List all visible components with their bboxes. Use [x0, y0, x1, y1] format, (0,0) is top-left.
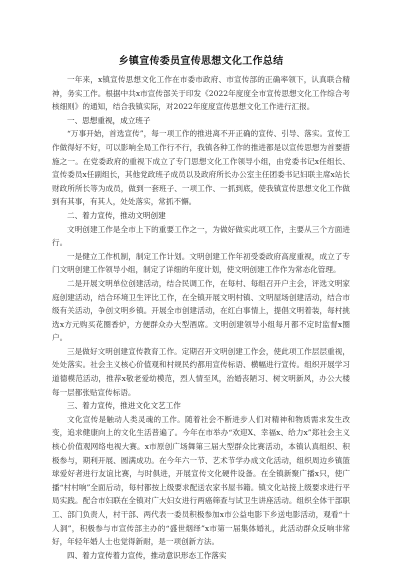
intro-paragraph: 一年来，x镇宣传思想文化工作在市委市政府、市宣传部的正确率领下，认真联合精神，务实工作。根据中共x市宣传部关于印发《2022年度度全市宣传思想文化工作综合考核细则》的通知，结合我镇实际，对2022年度度宣传思想文化工作进行汇报。	[52, 75, 350, 112]
section-heading-2: 二、着力宣传，推动文明创建	[67, 210, 166, 220]
body-paragraph: 一是健立工作机制，制定工作计划。文明创建工作年初受委政府高度重视，成立了专门文明创建工作领导小组，制定了详细的年度计划，使文明创建工作作为常态化管理。	[52, 251, 350, 275]
document-title: 乡镇宣传委员宣传思想文化工作总结	[118, 56, 284, 67]
body-paragraph: 文明创建工作是全市上下的重要工作之一，为做好做实此项工作，主要从三个方面进行。	[52, 224, 350, 248]
body-paragraph: 文化宣传是触动人类灵魂的工作。随着社会不断进步人们对精神和物质需求发生改变，追求健康向上的文化生活普遍了。今年在市举办“欢迎X、幸福x、给力x”郑社会主义核心价值观网络电视大赛。x市原创广场舞第三届大型群众比赛活动，本镇认真组织、积极参与，期利开展、圆满成功。在今年六一节、艺术节学办成文化活动，组织周边乡镇篮球爱好者进行友谊比赛，与时俱进，开展宣传文化硬件设备。在全镇新聚广播x只，使广播“村村响”全面后动，每村都按上级要求配送农家书屋书籍。镇文化站接上级要求进行平局实践。配合市妇联在全镇对广大妇女进行两癌筛查与试卫生讲座活动。组织全体干部职工、部门负责人，村干部、两代表一委员积极参加x市公益电影下乡送电影活动，观看“十人洞”，积极参与市宣传部主办的“盛世烟绎”x市第一届集体婚礼，此活动群众反响非常好，年轻年婚人士也觉得新耐，是一项创新方法。	[52, 414, 350, 547]
body-paragraph: “万事开始，首选宣传”，每一项工作的推进离不开正确的宣传、引导、落实。宣传工作做得好不好，可以影响全局工作行不行，我镇各种工作的推进都是以宣传思想为首要措施之一。在党委政府的重视下成立了专门思想文化工作领导小组，由党委书记x任组长、宣传委员x任副组长，其他党政班子成员以及政府所长办公室主任团委书记妇联主席x站长财政所所长等为成员，做到一套班子、一项工作、一抓到底，使我镇宣传思想文化工作做到有其事，有其人，处处落实，常抓不懈。	[52, 129, 350, 207]
section-heading-3: 三、着力宣传，推进文化文艺工作	[67, 401, 181, 411]
section-heading-1: 一、思想重视，成立班子	[67, 115, 151, 125]
section-heading-4: 四、着力宣传着力宣传，推动意识形态工作落实	[67, 550, 227, 560]
body-paragraph: 二是开展文明单位创建活动，结合民调工作，在每村、每组召开户主会，评选文明家庭创建活动，结合环境卫生评比工作，在全镇开展文明村镇、文明屋场创建活动，结合市级有关活动，争创文明乡镇。开展全市创建活动，在红白事情上，提倡文明着装，每村挑选x方元购买花圈香炉，方便群众办大型酒席。文明创建领导小组每月都不定时监督x圈户。	[52, 278, 350, 343]
body-paragraph: 三是做好文明创建宣传教育工作。定期召开文明创建工作会，使此项工作层层重视，处处落实。社会主义核心价值观和村规民约都用宣传标语、横幅进行宣传。组织开展学习道德模范活动，推荐x敬老爱幼模范，烈人情至风，治婚丧陋习、树文明新风，办公大楼每一层都张贴宣传标语。	[52, 346, 350, 397]
